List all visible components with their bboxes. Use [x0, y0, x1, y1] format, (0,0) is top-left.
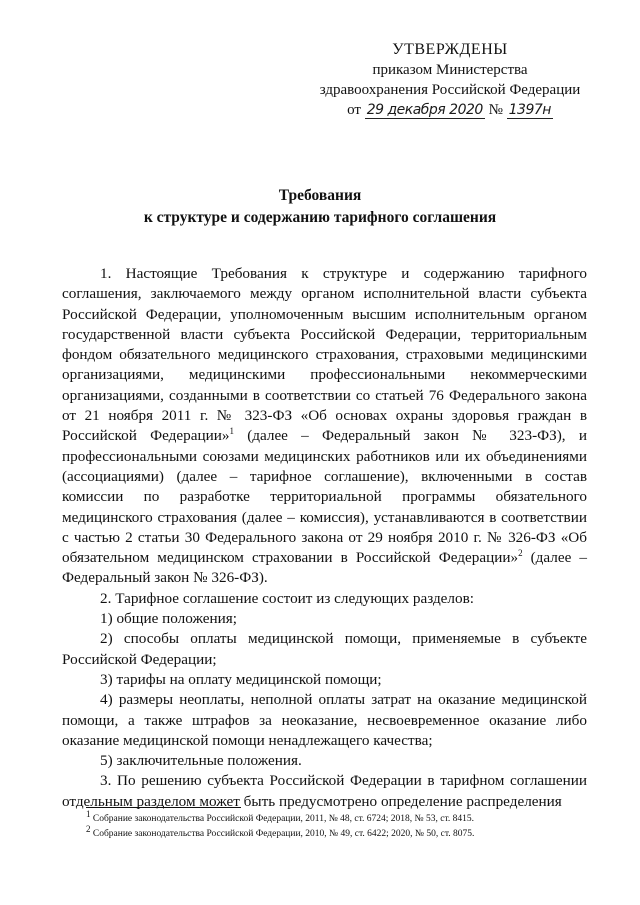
list-item-3: 3) тарифы на оплату медицинской помощи; — [100, 670, 382, 688]
list-item-5: 5) заключительные положения. — [100, 752, 302, 770]
list-item-2: 2) способы оплаты медицинской помощи, применяемые в субъекте Российской Федерации; — [62, 630, 587, 668]
footnote-2 — [86, 823, 586, 842]
footnote-divider — [86, 807, 241, 808]
footnote-ref-1: 1 — [229, 426, 234, 437]
footnote-2-mark: 2 — [86, 823, 91, 834]
number-label: № — [488, 102, 503, 118]
heading-title: Требования — [278, 187, 362, 204]
footnote-1-mark: 1 — [86, 808, 91, 819]
document-heading — [0, 185, 640, 229]
handwritten-date: 29 декабря 2020 — [366, 102, 483, 118]
from-label: от — [347, 102, 361, 118]
paragraph-2: 2. Тарифное соглашение состоит из следующих разделов: — [100, 589, 474, 607]
footnote-2-text: Собрание законодательства Российской Федерации, 2010, № 49, ст. 6422; 2020, № 50, ст. 8075. — [90, 829, 475, 839]
footnotes — [86, 808, 586, 842]
paragraph-1-part-b: (далее – Федеральный закон № 323-ФЗ), и профессиональными союзами медицинских работников или их объединениями (ассоциациями) (далее – тарифное соглашение), включенными в состав комиссии по разработке территориальной программы обязательного медицинского страхования (далее – комиссия), устанавливаются в соответствии с частью 2 статьи 30 Федерального закона от 29 ноября 2010 г. № 326-ФЗ «Об обязательном медицинском страховании в Российской Федерации» — [62, 427, 587, 567]
approval-title: УТВЕРЖДЕНЫ — [392, 41, 508, 58]
heading-subtitle: к структуре и содержанию тарифного соглашения — [143, 209, 497, 226]
list-item-1: 1) общие положения; — [100, 610, 237, 628]
paragraph-1-part-c: (далее – Федеральный закон № 326-ФЗ). — [62, 549, 587, 587]
approval-line-ministry: приказом Министерства — [372, 62, 528, 78]
document-body — [62, 264, 587, 812]
handwritten-number: 1397н — [508, 102, 551, 118]
approval-line-health: здравоохранения Российской Федерации — [319, 82, 581, 98]
footnote-1-text: Собрание законодательства Российской Федерации, 2011, № 48, ст. 6724; 2018, № 53, ст. 8415. — [90, 814, 475, 824]
paragraph-3: 3. По решению субъекта Российской Федерации в тарифном соглашении отдельным разделом может быть предусмотрено определение распределения — [62, 772, 587, 810]
list-item-4: 4) размеры неоплаты, неполной оплаты затрат на оказание медицинской помощи, а также штрафов за неоказание, несвоевременное оказание либо оказание медицинской помощи ненадлежащего качества; — [62, 691, 587, 749]
order-date-number — [300, 100, 600, 120]
footnote-1 — [86, 808, 586, 827]
approval-block — [300, 40, 600, 120]
footnote-ref-2: 2 — [518, 548, 523, 559]
paragraph-1-part-a: 1. Настоящие Требования к структуре и содержанию тарифного соглашения, заключаемого между органом исполнительной власти субъекта Российской Федерации, уполномоченным высшим исполнительным органом государственной власти субъекта Российской Федерации, территориальным фондом обязательного медицинского страхования, страховыми медицинскими организациями, медицинскими профессиональными некоммерческими организациями, созданными в соответствии со статьей 76 Федерального закона от 21 ноября 2011 г. № 323-ФЗ «Об основах охраны здоровья граждан в Российской Федерации» — [62, 265, 587, 445]
paragraph-1 — [62, 264, 587, 589]
